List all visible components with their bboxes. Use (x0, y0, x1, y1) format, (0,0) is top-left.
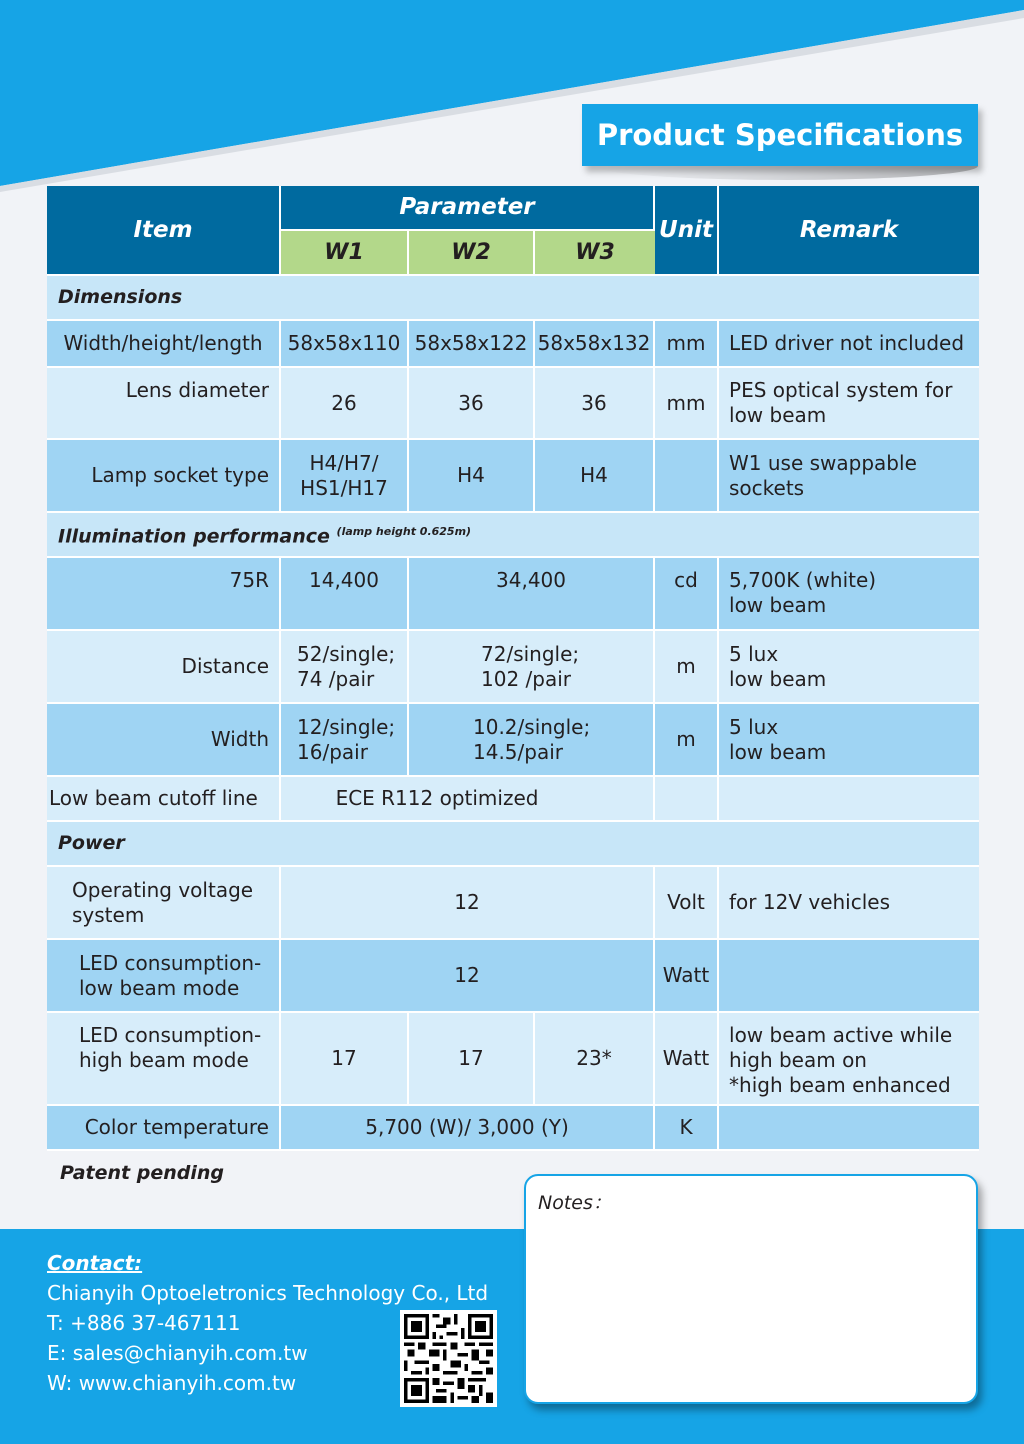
cell-unit: mm (655, 321, 719, 368)
cell-remark (719, 368, 979, 440)
table-row (47, 631, 979, 704)
row-item: Low beam cutoff line (47, 777, 281, 822)
cell-remark (719, 631, 979, 704)
remark-line: low beam (729, 403, 827, 427)
item-line: LED consumption- (79, 1023, 262, 1047)
cell-w1-w3: 12 (281, 940, 655, 1013)
cell-w1 (281, 704, 409, 777)
cell-w3: 36 (535, 368, 655, 440)
remark-line: 5,700K (white) (729, 568, 877, 592)
row-item: 75R (47, 558, 281, 631)
section-illumination-note: (lamp height 0.625m) (336, 525, 472, 539)
patent-note: Patent pending (60, 1162, 224, 1184)
section-power: Power (47, 822, 979, 867)
row-item (47, 867, 281, 940)
row-item (47, 940, 281, 1013)
row-item: Lens diameter (47, 368, 281, 440)
cell-line: 72/single; (481, 641, 580, 666)
notes-box[interactable] (524, 1174, 978, 1404)
remark-line: 5 lux (729, 641, 779, 666)
cell-remark (719, 1013, 979, 1106)
section-illumination (47, 513, 979, 558)
remark-line: PES optical system for (729, 378, 953, 402)
table-row (47, 440, 979, 513)
remark-line: low beam (729, 593, 827, 617)
spec-table (47, 186, 979, 1151)
cell-unit (655, 777, 719, 822)
remark-line: low beam active while (729, 1023, 953, 1047)
table-row (47, 940, 979, 1013)
cell-w2: H4 (409, 440, 535, 513)
cell-unit: m (655, 631, 719, 704)
cell-unit: cd (655, 558, 719, 631)
cell-w3: H4 (535, 440, 655, 513)
cell-remark: LED driver not included (719, 321, 979, 368)
cell-w3: 58x58x132 (535, 321, 655, 368)
page-title: Product Specifications (582, 104, 978, 166)
cell-remark (719, 777, 979, 822)
cell-unit: Watt (655, 940, 719, 1013)
contact-website[interactable]: W: www.chianyih.com.tw (47, 1371, 297, 1395)
cell-w1: 14,400 (281, 558, 409, 631)
cell-w2: 58x58x122 (409, 321, 535, 368)
cell-line: 74 /pair (297, 666, 375, 691)
cell-line: 16/pair (297, 739, 368, 764)
qr-code-icon (400, 1310, 497, 1407)
cell-w2: 17 (409, 1013, 535, 1106)
cell-line: 102 /pair (481, 666, 571, 691)
cell-w1: 26 (281, 368, 409, 440)
cell-line: HS1/H17 (300, 475, 388, 500)
cell-remark (719, 704, 979, 777)
cell-unit: Watt (655, 1013, 719, 1106)
table-row (47, 1106, 979, 1151)
table-row (47, 704, 979, 777)
contact-heading: Contact: (47, 1251, 143, 1275)
col-header-unit: Unit (655, 186, 719, 276)
item-line: low beam mode (79, 975, 240, 1000)
col-header-w2: W2 (409, 231, 535, 276)
cell-remark (719, 940, 979, 1013)
row-item: Color temperature (47, 1106, 281, 1151)
table-row (47, 558, 979, 631)
remark-line: low beam (729, 739, 827, 764)
row-item: Width/height/length (47, 321, 281, 368)
cell-remark: for 12V vehicles (719, 867, 979, 940)
item-line: Operating voltage (72, 877, 254, 902)
cell-w3: 23* (535, 1013, 655, 1106)
row-item: Lamp socket type (47, 440, 281, 513)
col-header-item: Item (47, 186, 281, 276)
remark-line: high beam on (729, 1048, 867, 1072)
remark-line: 5 lux (729, 714, 779, 739)
item-line: high beam mode (79, 1048, 249, 1072)
row-item (47, 1013, 281, 1106)
cell-line: 12/single; (297, 714, 396, 739)
cell-unit: m (655, 704, 719, 777)
remark-line: sockets (729, 475, 805, 500)
cell-remark (719, 440, 979, 513)
table-row (47, 368, 979, 440)
cell-w1 (281, 440, 409, 513)
remark-line: *high beam enhanced (729, 1073, 951, 1097)
table-row (47, 1013, 979, 1106)
cell-remark (719, 558, 979, 631)
cell-w1-w3: 12 (281, 867, 655, 940)
contact-email[interactable]: E: sales@chianyih.com.tw (47, 1341, 308, 1365)
cell-unit (655, 440, 719, 513)
cell-w1-w3: ECE R112 optimized (281, 777, 655, 822)
section-illumination-label: Illumination performance (58, 525, 330, 548)
cell-remark (719, 1106, 979, 1151)
cell-w1: 17 (281, 1013, 409, 1106)
table-row (47, 867, 979, 940)
row-item: Width (47, 704, 281, 777)
col-header-parameter: Parameter (281, 186, 655, 231)
remark-line: low beam (729, 666, 827, 691)
cell-line: 10.2/single; (473, 714, 591, 739)
cell-w2-w3 (409, 631, 655, 704)
cell-w1: 58x58x110 (281, 321, 409, 368)
company-name: Chianyih Optoeletronics Technology Co., Ltd (47, 1281, 489, 1305)
cell-w1-w3: 5,700 (W)/ 3,000 (Y) (281, 1106, 655, 1151)
cell-unit: mm (655, 368, 719, 440)
row-item: Distance (47, 631, 281, 704)
col-header-w1: W1 (281, 231, 409, 276)
contact-phone: T: +886 37-467111 (47, 1311, 241, 1335)
remark-line: W1 use swappable (729, 450, 917, 475)
col-header-w3: W3 (535, 231, 655, 276)
cell-line: H4/H7/ (309, 450, 379, 475)
section-dimensions: Dimensions (47, 276, 979, 321)
cell-line: 52/single; (297, 641, 396, 666)
cell-w2-w3: 34,400 (409, 558, 655, 631)
cell-w2: 36 (409, 368, 535, 440)
col-header-remark: Remark (719, 186, 979, 276)
cell-unit: Volt (655, 867, 719, 940)
notes-label: Notes： (538, 1192, 612, 1214)
cell-w2-w3 (409, 704, 655, 777)
cell-line: 14.5/pair (473, 739, 563, 764)
table-row (47, 321, 979, 368)
cell-unit: K (655, 1106, 719, 1151)
item-line: system (72, 902, 145, 927)
table-row (47, 777, 979, 822)
cell-w1 (281, 631, 409, 704)
item-line: LED consumption- (79, 950, 262, 975)
